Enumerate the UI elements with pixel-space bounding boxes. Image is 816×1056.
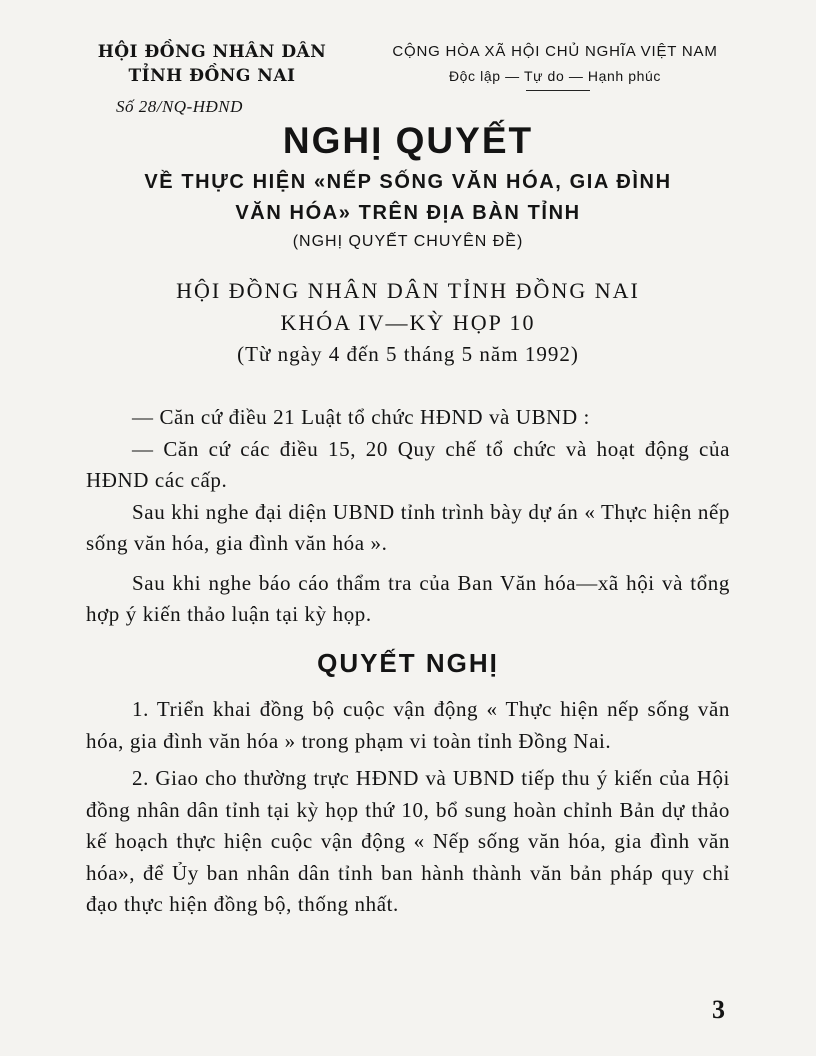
authority-line-2: TỈNH ĐỒNG NAI	[128, 66, 296, 86]
preamble-paragraph: Sau khi nghe báo cáo thẩm tra của Ban Văn hóa—xã hội và tổng hợp ý kiến thảo luận tại kỳ họp.	[86, 570, 730, 626]
preamble	[86, 402, 730, 631]
council-name: HỘI ĐỒNG NHÂN DÂN TỈNH ĐỒNG NAI	[176, 278, 640, 303]
motto-underline	[526, 90, 590, 91]
document-number: Số 28/NQ-HĐND	[116, 97, 243, 116]
document-title: NGHỊ QUYẾT	[282, 120, 534, 161]
title-note: (NGHỊ QUYẾT CHUYÊN ĐỀ)	[292, 233, 524, 250]
country-name: CỘNG HÒA XÃ HỘI CHỦ NGHĨA VIỆT NAM	[392, 43, 718, 60]
resolution-item: 1. Triển khai đồng bộ cuộc vận động « Thực hiện nếp sống văn hóa, gia đình văn hóa » trong phạm vi toàn tỉnh Đồng Nai.	[86, 697, 730, 753]
council-session: KHÓA IV—KỲ HỌP 10	[280, 310, 536, 335]
title-subject-line-1: VỀ THỰC HIỆN «NẾP SỐNG VĂN HÓA, GIA ĐÌNH	[144, 171, 672, 193]
resolution-item: 2. Giao cho thường trực HĐND và UBND tiếp thu ý kiến của Hội đồng nhân dân tỉnh tại kỳ họp thứ 10, bổ sung hoàn chỉnh Bản dự thảo kế hoạch thực hiện cuộc vận động « Nếp sống văn hóa, gia đình văn hóa», để Ủy ban nhân dân tỉnh ban hành thành văn bản pháp quy chỉ đạo thực hiện đồng bộ, thống nhất.	[86, 766, 730, 916]
page-number: 3	[712, 995, 725, 1024]
motto: Độc lập — Tự do — Hạnh phúc	[448, 68, 662, 84]
issuing-authority	[72, 40, 352, 88]
preamble-paragraph: — Căn cứ các điều 15, 20 Quy chế tổ chức và hoạt động của HĐND các cấp.	[86, 436, 730, 492]
title-subject-line-2: VĂN HÓA» TRÊN ĐỊA BÀN TỈNH	[235, 202, 581, 224]
session-dates: (Từ ngày 4 đến 5 tháng 5 năm 1992)	[237, 342, 579, 366]
national-motto	[370, 40, 740, 88]
authority-line-1: HỘI ĐỒNG NHÂN DÂN	[97, 42, 327, 62]
preamble-paragraph: — Căn cứ điều 21 Luật tổ chức HĐND và UBND :	[132, 405, 590, 429]
preamble-paragraph: Sau khi nghe đại diện UBND tỉnh trình bày dự án « Thực hiện nếp sống văn hóa, gia đình văn hóa ».	[86, 499, 730, 555]
section-heading: QUYẾT NGHỊ	[317, 648, 499, 678]
resolution-list	[86, 694, 730, 921]
